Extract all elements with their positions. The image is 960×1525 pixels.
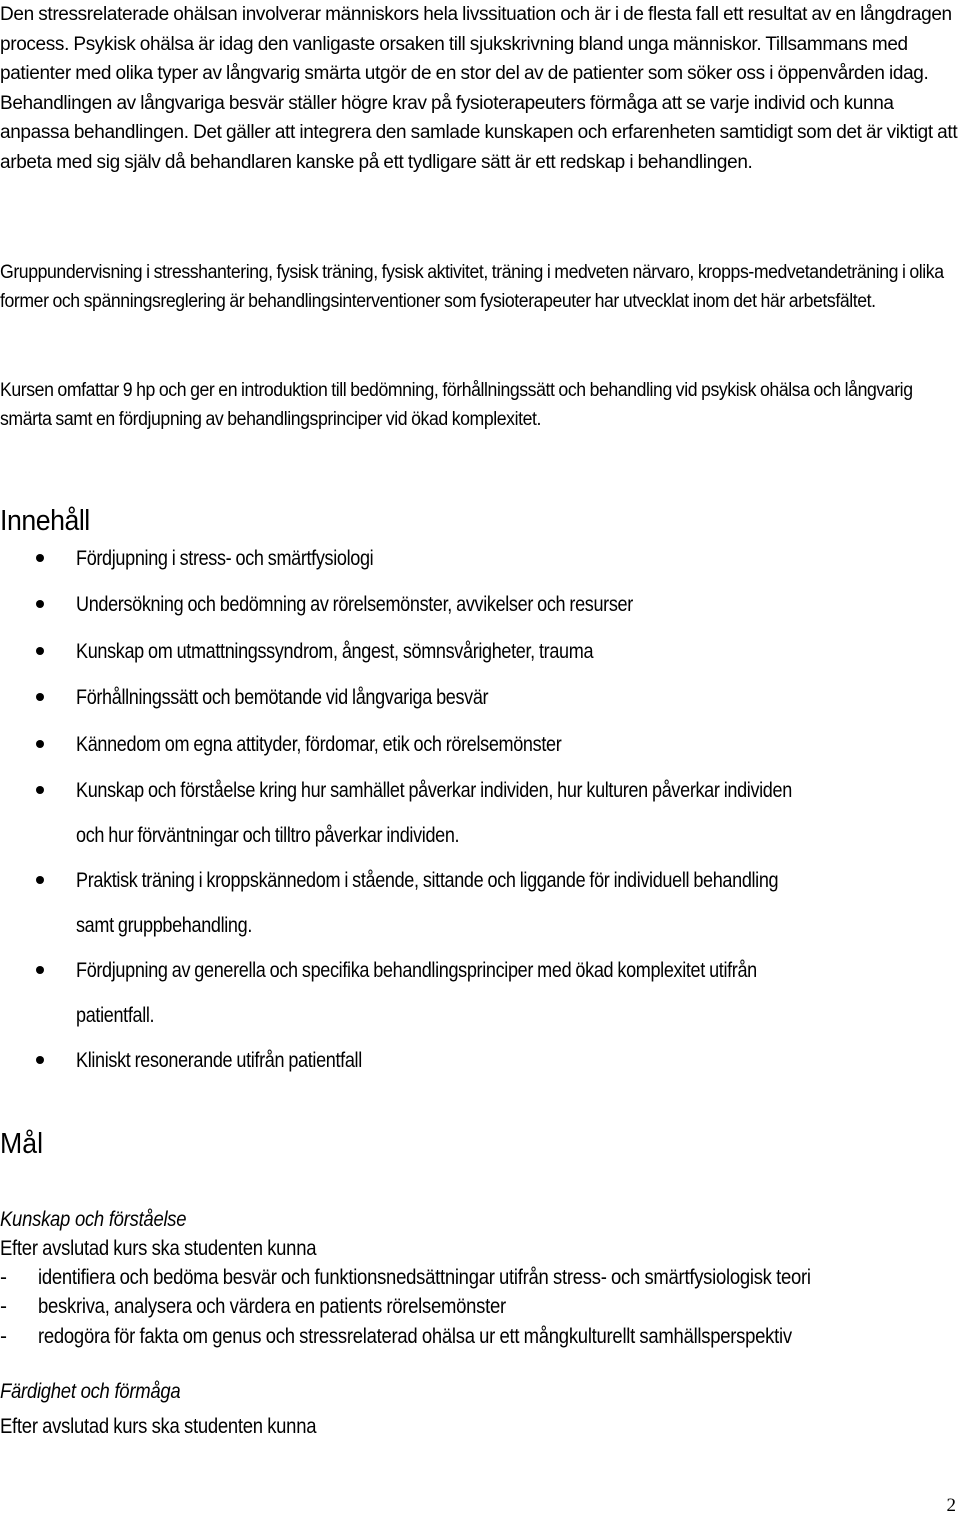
- dash-marker: -: [0, 1325, 7, 1348]
- content-heading: Innehåll: [0, 505, 90, 537]
- skills-heading: Färdighet och förmåga: [0, 1380, 181, 1403]
- dash-marker: -: [0, 1295, 7, 1318]
- paragraph-course-scope: Kursen omfattar 9 hp och ger en introduktion till bedömning, förhållningssätt och behandling vid psykisk ohälsa och långvarig smärta samt en fördjupning av behandlingsprinciper vid ökad komplexitet.: [0, 380, 913, 430]
- intro-paragraph-2a: Behandlingen av långvariga besvär ställer högre krav på fysioterapeuters förmåga att se varje individ och kunna anpassa behandlingen.: [0, 92, 894, 143]
- page-number: 2: [946, 1495, 956, 1516]
- goals-heading: Mål: [0, 1128, 43, 1160]
- bullet-icon: [36, 786, 44, 794]
- bullet-icon: [36, 966, 44, 974]
- bullet-icon: [36, 740, 44, 748]
- skills-intro: Efter avslutad kurs ska studenten kunna: [0, 1415, 317, 1438]
- knowledge-heading: Kunskap och förståelse: [0, 1208, 187, 1231]
- bullet-icon: [36, 554, 44, 562]
- knowledge-intro: Efter avslutad kurs ska studenten kunna: [0, 1237, 317, 1260]
- intro-paragraph-2: [0, 89, 958, 178]
- document-page: Den stressrelaterade ohälsan involverar människors hela livssituation och är i de flesta fall ett resultat av en långdragen process. Psykisk ohälsa är idag den vanligaste orsaken till sjukskrivning bland unga människor. Tillsammans med patienter med olika typer av långvarig smärta utgör de en stor del av de patienter som söker oss i öppenvården idag. Behandlingen av långvariga besvär ställer högre krav på fysioterapeuters förmåga att se varje individ och kunna anpassa behandlingen. Det gäller att integrera den samlade kunskapen och erfarenheten samtidigt som det är viktigt att arbeta med sig själv då behandlaren kanske på ett tydligare sätt är ett redskap i behandlingen. Gruppundervisning i stresshantering, fysisk träning, fysisk aktivitet, träning i medveten närvaro, kropps-medvetandeträning i olika former och spänningsreglering är behandlingsinterventioner som fysioterapeuter har utvecklat inom det här arbetsfältet. Kursen omfattar 9 hp och ger en introduktion till bedömning, förhållningssätt och behandling vid psykisk ohälsa och långvarig smärta samt en fördjupning av behandlingsprinciper vid ökad komplexitet. Innehåll Fördjupning i stress- och smärtfysiologi Undersökning och bedömning av rörelsemönster, avvikelser och resurser Kunskap om utmattningssyndrom, ångest, sömnsvårigheter, trauma Förhållningssätt och bemötande vid långvariga besvär Kännedom om egna attityder, fördomar, etik och rörelsemönster Kunskap och förståelse kring hur samhället påverkar individen, hur kulturen påverkar individen och hur förväntningar och tilltro påverkar individen. Praktisk träning i kroppskännedom i stående, sittande och liggande för individuell behandling samt gruppbehandling. Fördjupning av generella och specifika behandlingsprinciper med ökad komplexitet utifrån patientfall. Kliniskt resonerande utifrån patientfall Mål Kunskap och förståelse Efter avslutad kurs ska studenten kunna - identifiera och bedöma besvär och funktionsnedsättningar utifrån stress- och smärtfysiologisk teori - beskriva, analysera och värdera en patients rörelsemönster - redogöra för fakta om genus och stressrelaterad ohälsa ur ett mångkulturellt samhällsperspektiv Färdighet och förmåga Efter avslutad kurs ska studenten kunna 2: [0, 0, 960, 1525]
- bullet-icon: [36, 1056, 44, 1064]
- bullet-icon: [36, 876, 44, 884]
- dash-marker: -: [0, 1266, 7, 1289]
- intro-paragraph-1: Den stressrelaterade ohälsan involverar människors hela livssituation och är i de flesta fall ett resultat av en långdragen process. Psykisk ohälsa är idag den vanligaste orsaken till sjukskrivning bland unga människor. Tillsammans med patienter med olika typer av långvarig smärta utgör de en stor del av de patienter som söker oss i öppenvården idag.: [0, 4, 952, 84]
- paragraph-group-training: Gruppundervisning i stresshantering, fysisk träning, fysisk aktivitet, träning i medveten närvaro, kropps-medvetandeträning i olika former och spänningsreglering är behandlingsinterventioner som fysioterapeuter har utvecklat inom det här arbetsfältet.: [0, 262, 944, 312]
- bullet-icon: [36, 600, 44, 608]
- intro-paragraph-2b: Det gäller att integrera den samlade kunskapen och erfarenheten samtidigt som det är viktigt att arbeta med sig själv då behandlaren kanske på ett tydligare sätt är ett redskap i behandlingen.: [0, 122, 958, 173]
- bullet-icon: [36, 693, 44, 701]
- bullet-icon: [36, 647, 44, 655]
- intro-section: [0, 0, 958, 177]
